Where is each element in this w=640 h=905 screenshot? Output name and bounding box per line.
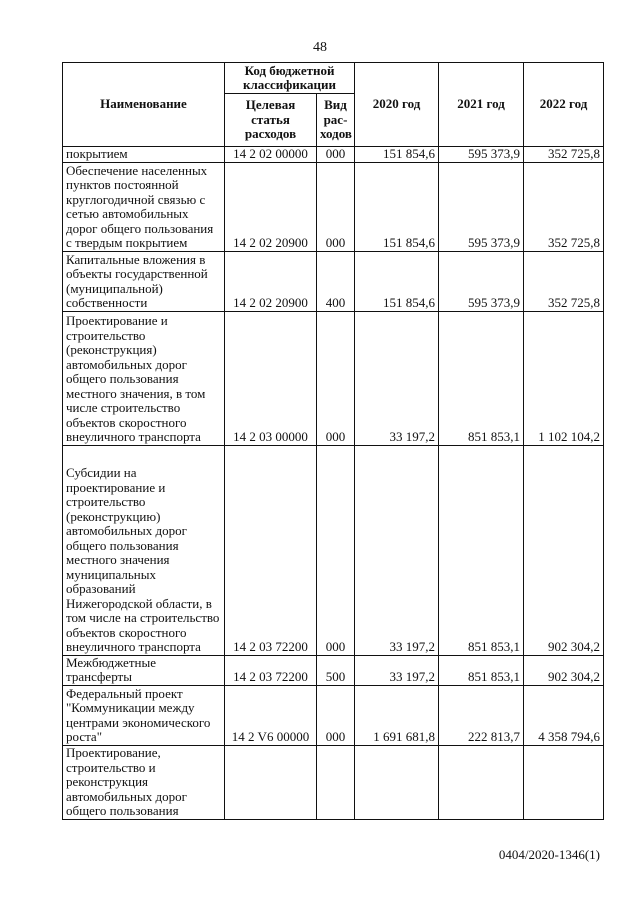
- cell-2022: 1 102 104,2: [524, 311, 604, 445]
- cell-2022: [524, 745, 604, 819]
- cell-2021: 595 373,9: [439, 162, 524, 251]
- cell-target-code: 14 2 V6 00000: [225, 685, 317, 745]
- cell-2020: 33 197,2: [355, 445, 439, 655]
- cell-2021: 595 373,9: [439, 251, 524, 311]
- header-kind: Вид рас- ходов: [317, 94, 355, 147]
- header-name: Наименование: [63, 63, 225, 147]
- cell-name: Субсидии на проектирование и строительство (реконструкцию) автомобильных дорог общего пользования местного значения муниципальных образований Нижегородской области, в том числе на строительство объектов скоростного внеуличного транспорта: [63, 445, 225, 655]
- cell-name: Проектирование, строительство и реконструкция автомобильных дорог общего пользования: [63, 745, 225, 819]
- header-2021: 2021 год: [439, 63, 524, 147]
- cell-2020: 1 691 681,8: [355, 685, 439, 745]
- page-number: 48: [313, 40, 327, 55]
- cell-2020: 151 854,6: [355, 147, 439, 163]
- table-row: [63, 745, 604, 819]
- cell-2020: 33 197,2: [355, 655, 439, 685]
- header-target: Целевая статья расходов: [225, 94, 317, 147]
- document-code: 0404/2020-1346(1): [498, 847, 600, 862]
- header-2022: 2022 год: [524, 63, 604, 147]
- cell-2021: [439, 745, 524, 819]
- cell-name: Капитальные вложения в объекты государственной (муниципальной) собственности: [63, 251, 225, 311]
- cell-2021: 851 853,1: [439, 655, 524, 685]
- table-row: [63, 147, 604, 163]
- cell-target-code: 14 2 02 20900: [225, 162, 317, 251]
- cell-kind-code: 000: [317, 445, 355, 655]
- cell-name: Проектирование и строительство (реконструкция) автомобильных дорог общего пользования местного значения, в том числе строительство объектов скоростного внеуличного транспорта: [63, 311, 225, 445]
- cell-2022: 352 725,8: [524, 162, 604, 251]
- cell-2020: 151 854,6: [355, 162, 439, 251]
- table-row: [63, 685, 604, 745]
- cell-name: покрытием: [63, 147, 225, 163]
- cell-target-code: 14 2 02 20900: [225, 251, 317, 311]
- cell-target-code: 14 2 02 00000: [225, 147, 317, 163]
- cell-target-code: 14 2 03 72200: [225, 655, 317, 685]
- cell-2021: 222 813,7: [439, 685, 524, 745]
- table-body: [63, 147, 604, 820]
- table-row: [63, 311, 604, 445]
- table-row: [63, 445, 604, 655]
- cell-2021: 595 373,9: [439, 147, 524, 163]
- table-row: [63, 251, 604, 311]
- budget-table: [62, 62, 604, 820]
- cell-2020: 151 854,6: [355, 251, 439, 311]
- cell-target-code: 14 2 03 72200: [225, 445, 317, 655]
- cell-2020: 33 197,2: [355, 311, 439, 445]
- cell-2022: 352 725,8: [524, 251, 604, 311]
- header-2020: 2020 год: [355, 63, 439, 147]
- cell-2022: 902 304,2: [524, 445, 604, 655]
- table-row: [63, 655, 604, 685]
- cell-name: Федеральный проект "Коммуникации между центрами экономического роста": [63, 685, 225, 745]
- cell-name: Обеспечение населенных пунктов постоянной круглогодичной связью с сетью автомобильных дорог общего пользования с твердым покрытием: [63, 162, 225, 251]
- cell-2020: [355, 745, 439, 819]
- cell-kind-code: [317, 745, 355, 819]
- cell-kind-code: 400: [317, 251, 355, 311]
- header-code-group: Код бюджетной классификации: [225, 63, 355, 94]
- cell-kind-code: 000: [317, 162, 355, 251]
- cell-name: Межбюджетные трансферты: [63, 655, 225, 685]
- cell-2021: 851 853,1: [439, 445, 524, 655]
- cell-2021: 851 853,1: [439, 311, 524, 445]
- table-row: [63, 162, 604, 251]
- cell-2022: 902 304,2: [524, 655, 604, 685]
- cell-kind-code: 000: [317, 685, 355, 745]
- cell-kind-code: 000: [317, 311, 355, 445]
- cell-kind-code: 000: [317, 147, 355, 163]
- cell-target-code: 14 2 03 00000: [225, 311, 317, 445]
- cell-target-code: [225, 745, 317, 819]
- cell-2022: 4 358 794,6: [524, 685, 604, 745]
- cell-2022: 352 725,8: [524, 147, 604, 163]
- cell-kind-code: 500: [317, 655, 355, 685]
